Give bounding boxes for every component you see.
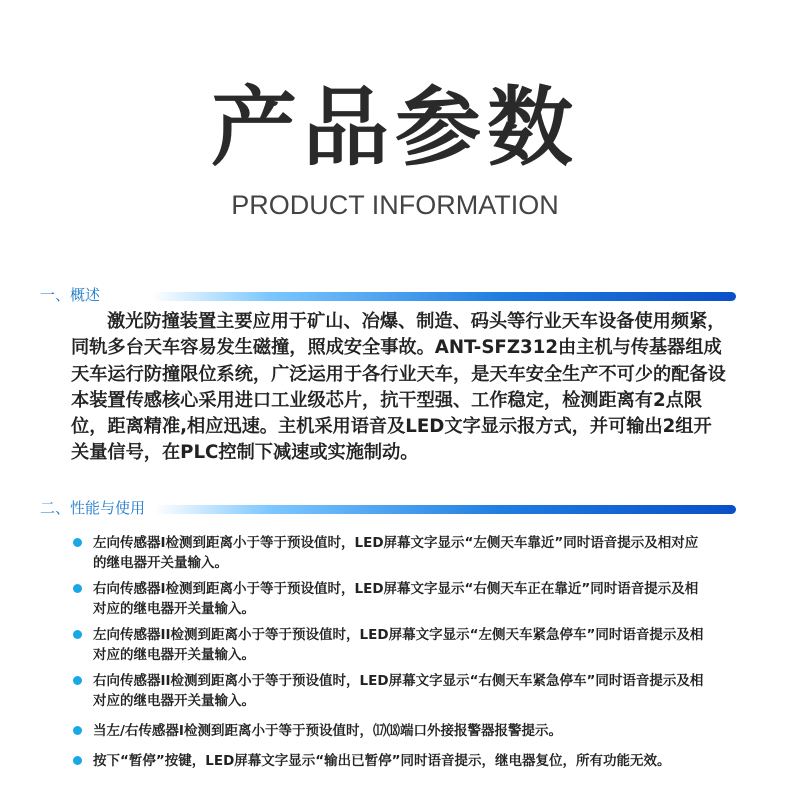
list-item-text: 右向传感器II检测到距离小于等于预设值时，LED屏幕文字显示“右侧天车紧急停车”同时语音提示及相对应的继电器开关量输入。 — [93, 673, 704, 709]
list-item — [70, 671, 710, 711]
page-subtitle: PRODUCT INFORMATION — [231, 190, 559, 220]
bullet-dot-icon — [73, 726, 82, 735]
overview-paragraph: 激光防撞装置主要应用于矿山、冶爆、制造、码头等行业天车设备使用频紧，同轨多台天车容易发生磁撞，照成安全事故。ANT-SFZ312由主机与传基器组成天车运行防撞限位系统，广泛运用于各行业天车，是天车安全生产不可少的配备设本装置传感核心采用进口工业级芯片，抗干型强、工作稳定，检测距离有2点限位，距离精准,相应迅速。主机采用语音及LED文字显示报方式，并可输出2组开关量信号，在PLC控制下减速或实施制动。 — [71, 311, 726, 464]
list-item — [70, 721, 710, 741]
section-label: 二、性能与使用 — [40, 497, 151, 519]
bullet-dot-icon — [73, 630, 82, 639]
page-title: 产品参数 — [211, 78, 579, 178]
list-item — [70, 579, 710, 619]
list-item — [70, 751, 710, 771]
list-item — [70, 625, 710, 665]
section-divider-bar — [152, 292, 736, 301]
bullet-dot-icon — [73, 538, 82, 547]
list-item-text: 按下“暂停”按键，LED屏幕文字显示“输出已暂停”同时语音提示，继电器复位，所有功能无效。 — [93, 753, 671, 769]
section-label: 一、概述 — [40, 284, 106, 306]
list-item — [70, 533, 710, 573]
list-item-text: 左向传感器II检测到距离小于等于预设值时，LED屏幕文字显示“左侧天车紧急停车”同时语音提示及相对应的继电器开关量输入。 — [93, 627, 704, 663]
feature-list — [70, 533, 710, 771]
bullet-dot-icon — [73, 584, 82, 593]
bullet-dot-icon — [73, 756, 82, 765]
list-item-text: 当左/右传感器I检测到距离小于等于预设值时，⒄⒅端口外接报警器报警提示。 — [93, 723, 562, 739]
list-item-text: 左向传感器I检测到距离小于等于预设值时，LED屏幕文字显示“左侧天车靠近”同时语音提示及相对应的继电器开关量输入。 — [93, 535, 699, 571]
bullet-dot-icon — [73, 676, 82, 685]
list-item-text: 右向传感器I检测到距离小于等于预设值时，LED屏幕文字显示“右侧天车正在靠近”同时语音提示及相对应的继电器开关量输入。 — [93, 581, 699, 617]
section-header-overview — [40, 284, 740, 306]
section-header-performance — [40, 497, 740, 519]
section-divider-bar — [154, 505, 736, 514]
